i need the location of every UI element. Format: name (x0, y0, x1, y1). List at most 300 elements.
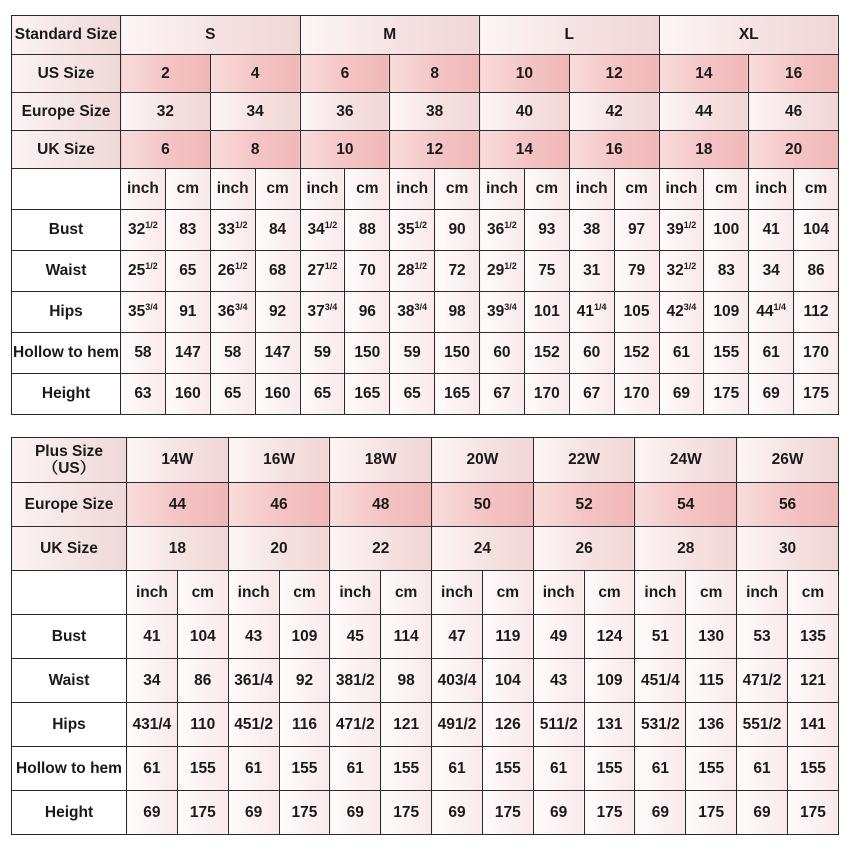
hollow-to-hem-row (12, 333, 839, 374)
hollow-to-hem-cm-value: 152 (524, 333, 569, 374)
hollow-to-hem-cm-value: 170 (794, 333, 839, 374)
value-whole: 28 (397, 262, 415, 279)
us-size-label: US Size (12, 55, 121, 93)
plus-hollow-to-hem-label: Hollow to hem (12, 747, 127, 791)
europe-size-cell: 36 (300, 93, 390, 131)
unit-inch-cell: inch (569, 169, 614, 210)
plus-hips-cm-value: 141 (787, 703, 838, 747)
uk-size-label: UK Size (12, 131, 121, 169)
value-fraction: 1/2 (235, 261, 248, 271)
hollow-to-hem-cm-value: 150 (435, 333, 480, 374)
height-cm-value: 170 (524, 374, 569, 415)
hips-inch-value (659, 292, 704, 333)
standard-size-cell: S (121, 16, 301, 55)
plus-height-inch-value: 69 (127, 791, 178, 835)
plus-hollow-to-hem-cm-value: 155 (177, 747, 228, 791)
value-fraction: 3/4 (504, 302, 517, 312)
height-inch-value: 67 (569, 374, 614, 415)
plus-waist-label: Waist (12, 659, 127, 703)
unit-row-label (12, 169, 121, 210)
standard-size-table (11, 15, 839, 415)
plus-unit-cm-cell: cm (686, 571, 737, 615)
waist-inch-value (210, 251, 255, 292)
value-whole: 36 (217, 303, 236, 320)
height-inch-value: 65 (210, 374, 255, 415)
plus-uk-size-cell: 24 (432, 527, 534, 571)
plus-bust-cm-value: 109 (279, 615, 330, 659)
value-whole: 33 (217, 221, 236, 238)
us-size-cell: 12 (569, 55, 659, 93)
waist-inch-value (390, 251, 435, 292)
plus-hips-inch-value: 491/2 (432, 703, 483, 747)
europe-size-cell: 44 (659, 93, 749, 131)
europe-size-cell: 34 (210, 93, 300, 131)
hollow-to-hem-inch-value: 61 (659, 333, 704, 374)
uk-size-cell: 16 (569, 131, 659, 169)
europe-size-row (12, 93, 839, 131)
hollow-to-hem-inch-value: 60 (480, 333, 525, 374)
waist-cm-value: 86 (794, 251, 839, 292)
value-whole: 44 (756, 303, 774, 320)
standard-size-cell: L (480, 16, 660, 55)
plus-bust-inch-value: 53 (737, 615, 788, 659)
plus-waist-cm-value: 109 (584, 659, 635, 703)
plus-uk-size-cell: 22 (330, 527, 432, 571)
plus-height-cm-value: 175 (381, 791, 432, 835)
europe-size-cell: 38 (390, 93, 480, 131)
value-fraction: 3/4 (324, 302, 338, 312)
uk-size-cell: 18 (659, 131, 749, 169)
plus-waist-cm-value: 104 (482, 659, 533, 703)
hollow-to-hem-cm-value: 150 (345, 333, 390, 374)
us-size-cell: 2 (121, 55, 211, 93)
plus-hips-cm-value: 126 (482, 703, 533, 747)
waist-cm-value: 70 (345, 251, 390, 292)
plus-waist-cm-value: 121 (787, 659, 838, 703)
plus-bust-cm-value: 119 (482, 615, 533, 659)
waist-inch-value (121, 251, 166, 292)
value-fraction: 1/2 (504, 220, 517, 230)
value-whole: 38 (397, 303, 415, 320)
value-fraction: 1/2 (145, 261, 158, 271)
value-fraction: 3/4 (683, 302, 697, 312)
waist-label: Waist (12, 251, 121, 292)
waist-cm-value: 79 (614, 251, 659, 292)
plus-height-inch-value: 69 (635, 791, 686, 835)
standard-size-cell: XL (659, 16, 839, 55)
plus-hollow-to-hem-inch-value: 61 (432, 747, 483, 791)
value-whole: 37 (307, 303, 325, 320)
plus-hollow-to-hem-inch-value: 61 (330, 747, 381, 791)
plus-hollow-to-hem-cm-value: 155 (381, 747, 432, 791)
waist-cm-value: 65 (165, 251, 210, 292)
plus-size-cell: 20W (432, 438, 534, 483)
plus-size-row (12, 438, 839, 483)
plus-uk-size-cell: 20 (228, 527, 330, 571)
unit-inch-cell: inch (659, 169, 704, 210)
plus-uk-size-cell: 30 (737, 527, 839, 571)
bust-inch-value: 38 (569, 210, 614, 251)
plus-waist-inch-value: 381/2 (330, 659, 381, 703)
hips-label: Hips (12, 292, 121, 333)
value-whole: 32 (128, 221, 146, 238)
waist-inch-value (659, 251, 704, 292)
bust-inch-value (210, 210, 255, 251)
us-size-cell: 4 (210, 55, 300, 93)
plus-size-table (11, 437, 839, 835)
uk-size-cell: 8 (210, 131, 300, 169)
unit-inch-cell: inch (390, 169, 435, 210)
value-fraction: 1/2 (324, 261, 338, 271)
plus-uk-size-cell: 26 (533, 527, 635, 571)
us-size-cell: 10 (480, 55, 570, 93)
value-whole: 32 (666, 262, 684, 279)
plus-bust-inch-value: 51 (635, 615, 686, 659)
height-cm-value: 175 (704, 374, 749, 415)
plus-unit-cm-cell: cm (381, 571, 432, 615)
hips-inch-value (210, 292, 255, 333)
plus-hollow-to-hem-cm-value: 155 (279, 747, 330, 791)
plus-unit-cm-cell: cm (584, 571, 635, 615)
plus-bust-cm-value: 124 (584, 615, 635, 659)
bust-inch-value (121, 210, 166, 251)
unit-cm-cell: cm (255, 169, 300, 210)
plus-hips-label: Hips (12, 703, 127, 747)
uk-size-row (12, 131, 839, 169)
plus-europe-size-row (12, 483, 839, 527)
plus-waist-row (12, 659, 839, 703)
standard-size-label: Standard Size (12, 16, 121, 55)
plus-europe-size-cell: 48 (330, 483, 432, 527)
plus-uk-size-cell: 28 (635, 527, 737, 571)
waist-inch-value (300, 251, 345, 292)
bust-row (12, 210, 839, 251)
hollow-to-hem-cm-value: 155 (704, 333, 749, 374)
plus-unit-inch-cell: inch (228, 571, 279, 615)
hips-inch-value (390, 292, 435, 333)
bust-cm-value: 93 (524, 210, 569, 251)
bust-cm-value: 97 (614, 210, 659, 251)
plus-hollow-to-hem-inch-value: 61 (635, 747, 686, 791)
value-whole: 35 (397, 221, 415, 238)
bust-inch-value (480, 210, 525, 251)
value-fraction: 3/4 (145, 302, 158, 312)
bust-cm-value: 84 (255, 210, 300, 251)
value-whole: 41 (576, 303, 595, 320)
plus-height-cm-value: 175 (787, 791, 838, 835)
height-cm-value: 160 (255, 374, 300, 415)
plus-hips-cm-value: 136 (686, 703, 737, 747)
value-fraction: 1/2 (414, 261, 428, 271)
value-whole: 29 (487, 262, 505, 279)
hips-inch-value (480, 292, 525, 333)
plus-height-cm-value: 175 (482, 791, 533, 835)
value-fraction: 1/2 (504, 261, 517, 271)
plus-europe-size-cell: 50 (432, 483, 534, 527)
height-label: Height (12, 374, 121, 415)
height-inch-value: 67 (480, 374, 525, 415)
bust-inch-value (659, 210, 704, 251)
hollow-to-hem-cm-value: 152 (614, 333, 659, 374)
plus-hollow-to-hem-inch-value: 61 (533, 747, 584, 791)
uk-size-cell: 10 (300, 131, 390, 169)
plus-unit-row-label (12, 571, 127, 615)
unit-cm-cell: cm (345, 169, 390, 210)
plus-hips-row (12, 703, 839, 747)
plus-hollow-to-hem-cm-value: 155 (787, 747, 838, 791)
hips-inch-value (300, 292, 345, 333)
plus-unit-cm-cell: cm (177, 571, 228, 615)
europe-size-label: Europe Size (12, 93, 121, 131)
hollow-to-hem-inch-value: 59 (390, 333, 435, 374)
plus-bust-inch-value: 41 (127, 615, 178, 659)
hips-cm-value: 98 (435, 292, 480, 333)
plus-bust-inch-value: 49 (533, 615, 584, 659)
plus-hollow-to-hem-inch-value: 61 (228, 747, 279, 791)
plus-waist-cm-value: 115 (686, 659, 737, 703)
plus-height-cm-value: 175 (177, 791, 228, 835)
plus-hips-inch-value: 471/2 (330, 703, 381, 747)
uk-size-cell: 6 (121, 131, 211, 169)
plus-size-cell: 22W (533, 438, 635, 483)
plus-size-label-line1: Plus Size (34, 443, 104, 460)
value-fraction: 1/2 (683, 220, 697, 230)
plus-unit-cm-cell: cm (279, 571, 330, 615)
hips-cm-value: 101 (524, 292, 569, 333)
plus-unit-row (12, 571, 839, 615)
plus-hips-inch-value: 531/2 (635, 703, 686, 747)
hips-inch-value (121, 292, 166, 333)
standard-size-row (12, 16, 839, 55)
bust-cm-value: 90 (435, 210, 480, 251)
plus-hips-inch-value: 511/2 (533, 703, 584, 747)
waist-cm-value: 72 (435, 251, 480, 292)
value-fraction: 1/2 (414, 220, 428, 230)
waist-inch-value: 34 (749, 251, 794, 292)
unit-cm-cell: cm (165, 169, 210, 210)
uk-size-cell: 14 (480, 131, 570, 169)
value-fraction: 1/2 (235, 220, 248, 230)
plus-height-inch-value: 69 (737, 791, 788, 835)
hips-inch-value (749, 292, 794, 333)
plus-uk-size-cell: 18 (127, 527, 229, 571)
unit-cm-cell: cm (614, 169, 659, 210)
hips-cm-value: 92 (255, 292, 300, 333)
unit-inch-cell: inch (121, 169, 166, 210)
value-fraction: 3/4 (235, 302, 248, 312)
height-inch-value: 63 (121, 374, 166, 415)
plus-hollow-to-hem-inch-value: 61 (127, 747, 178, 791)
plus-waist-inch-value: 361/4 (228, 659, 279, 703)
europe-size-cell: 32 (121, 93, 211, 131)
plus-waist-inch-value: 43 (533, 659, 584, 703)
value-whole: 39 (487, 303, 505, 320)
bust-inch-value (300, 210, 345, 251)
bust-cm-value: 88 (345, 210, 390, 251)
plus-height-cm-value: 175 (584, 791, 635, 835)
hips-cm-value: 112 (794, 292, 839, 333)
plus-unit-cm-cell: cm (787, 571, 838, 615)
unit-cm-cell: cm (704, 169, 749, 210)
standard-size-table-body (12, 16, 839, 415)
value-whole: 27 (307, 262, 325, 279)
hips-cm-value: 96 (345, 292, 390, 333)
plus-bust-cm-value: 104 (177, 615, 228, 659)
plus-unit-inch-cell: inch (737, 571, 788, 615)
plus-europe-size-cell: 46 (228, 483, 330, 527)
us-size-cell: 8 (390, 55, 480, 93)
plus-bust-inch-value: 47 (432, 615, 483, 659)
us-size-cell: 14 (659, 55, 749, 93)
plus-bust-label: Bust (12, 615, 127, 659)
plus-hips-cm-value: 110 (177, 703, 228, 747)
plus-size-label (12, 438, 127, 483)
hips-cm-value: 109 (704, 292, 749, 333)
plus-europe-size-cell: 44 (127, 483, 229, 527)
value-whole: 34 (307, 221, 325, 238)
plus-hollow-to-hem-cm-value: 155 (686, 747, 737, 791)
plus-waist-inch-value: 403/4 (432, 659, 483, 703)
height-cm-value: 165 (345, 374, 390, 415)
value-whole: 35 (128, 303, 146, 320)
plus-europe-size-cell: 52 (533, 483, 635, 527)
plus-bust-cm-value: 135 (787, 615, 838, 659)
bust-inch-value (390, 210, 435, 251)
plus-waist-inch-value: 451/4 (635, 659, 686, 703)
plus-europe-size-cell: 56 (737, 483, 839, 527)
plus-waist-inch-value: 471/2 (737, 659, 788, 703)
plus-hollow-to-hem-inch-value: 61 (737, 747, 788, 791)
plus-height-inch-value: 69 (533, 791, 584, 835)
height-row (12, 374, 839, 415)
hips-row (12, 292, 839, 333)
bust-cm-value: 104 (794, 210, 839, 251)
height-cm-value: 175 (794, 374, 839, 415)
plus-waist-inch-value: 34 (127, 659, 178, 703)
us-size-cell: 16 (749, 55, 839, 93)
waist-cm-value: 83 (704, 251, 749, 292)
plus-hollow-to-hem-cm-value: 155 (482, 747, 533, 791)
plus-waist-cm-value: 86 (177, 659, 228, 703)
unit-inch-cell: inch (210, 169, 255, 210)
plus-unit-inch-cell: inch (533, 571, 584, 615)
uk-size-cell: 12 (390, 131, 480, 169)
plus-hips-inch-value: 551/2 (737, 703, 788, 747)
waist-cm-value: 68 (255, 251, 300, 292)
plus-unit-cm-cell: cm (482, 571, 533, 615)
plus-size-label-line2: （US） (42, 460, 96, 477)
plus-waist-cm-value: 98 (381, 659, 432, 703)
plus-unit-inch-cell: inch (330, 571, 381, 615)
value-whole: 26 (217, 262, 236, 279)
waist-inch-value: 31 (569, 251, 614, 292)
plus-bust-cm-value: 114 (381, 615, 432, 659)
height-cm-value: 165 (435, 374, 480, 415)
unit-inch-cell: inch (749, 169, 794, 210)
waist-inch-value (480, 251, 525, 292)
hollow-to-hem-inch-value: 58 (210, 333, 255, 374)
plus-europe-size-label: Europe Size (12, 483, 127, 527)
plus-height-cm-value: 175 (686, 791, 737, 835)
plus-hips-inch-value: 431/4 (127, 703, 178, 747)
plus-hips-cm-value: 116 (279, 703, 330, 747)
hollow-to-hem-inch-value: 59 (300, 333, 345, 374)
europe-size-cell: 46 (749, 93, 839, 131)
plus-waist-cm-value: 92 (279, 659, 330, 703)
hollow-to-hem-cm-value: 147 (165, 333, 210, 374)
plus-bust-inch-value: 43 (228, 615, 279, 659)
plus-height-inch-value: 69 (330, 791, 381, 835)
hips-inch-value (569, 292, 614, 333)
plus-size-cell: 18W (330, 438, 432, 483)
unit-inch-cell: inch (480, 169, 525, 210)
plus-unit-inch-cell: inch (635, 571, 686, 615)
bust-inch-value: 41 (749, 210, 794, 251)
plus-hips-cm-value: 131 (584, 703, 635, 747)
standard-size-cell: M (300, 16, 480, 55)
plus-height-inch-value: 69 (432, 791, 483, 835)
unit-inch-cell: inch (300, 169, 345, 210)
hollow-to-hem-inch-value: 61 (749, 333, 794, 374)
value-fraction: 3/4 (414, 302, 428, 312)
plus-uk-size-row (12, 527, 839, 571)
plus-hips-inch-value: 451/2 (228, 703, 279, 747)
value-fraction: 1/2 (683, 261, 697, 271)
plus-europe-size-cell: 54 (635, 483, 737, 527)
plus-size-cell: 24W (635, 438, 737, 483)
plus-size-cell: 26W (737, 438, 839, 483)
value-fraction: 1/4 (594, 302, 607, 312)
value-fraction: 1/4 (773, 302, 787, 312)
unit-cm-cell: cm (435, 169, 480, 210)
plus-hips-cm-value: 121 (381, 703, 432, 747)
us-size-row (12, 55, 839, 93)
hollow-to-hem-cm-value: 147 (255, 333, 300, 374)
value-whole: 39 (666, 221, 684, 238)
height-inch-value: 65 (390, 374, 435, 415)
plus-height-cm-value: 175 (279, 791, 330, 835)
hollow-to-hem-inch-value: 58 (121, 333, 166, 374)
value-whole: 25 (128, 262, 146, 279)
height-cm-value: 160 (165, 374, 210, 415)
plus-height-row (12, 791, 839, 835)
plus-hollow-to-hem-cm-value: 155 (584, 747, 635, 791)
bust-cm-value: 100 (704, 210, 749, 251)
height-cm-value: 170 (614, 374, 659, 415)
height-inch-value: 69 (659, 374, 704, 415)
plus-bust-row (12, 615, 839, 659)
value-whole: 42 (666, 303, 684, 320)
plus-bust-cm-value: 130 (686, 615, 737, 659)
plus-uk-size-label: UK Size (12, 527, 127, 571)
uk-size-cell: 20 (749, 131, 839, 169)
us-size-cell: 6 (300, 55, 390, 93)
plus-height-inch-value: 69 (228, 791, 279, 835)
height-inch-value: 69 (749, 374, 794, 415)
plus-bust-inch-value: 45 (330, 615, 381, 659)
waist-row (12, 251, 839, 292)
unit-row (12, 169, 839, 210)
hips-cm-value: 91 (165, 292, 210, 333)
europe-size-cell: 42 (569, 93, 659, 131)
hollow-to-hem-inch-value: 60 (569, 333, 614, 374)
bust-label: Bust (12, 210, 121, 251)
value-fraction: 1/2 (145, 220, 158, 230)
value-fraction: 1/2 (324, 220, 338, 230)
hips-cm-value: 105 (614, 292, 659, 333)
plus-unit-inch-cell: inch (127, 571, 178, 615)
waist-cm-value: 75 (524, 251, 569, 292)
